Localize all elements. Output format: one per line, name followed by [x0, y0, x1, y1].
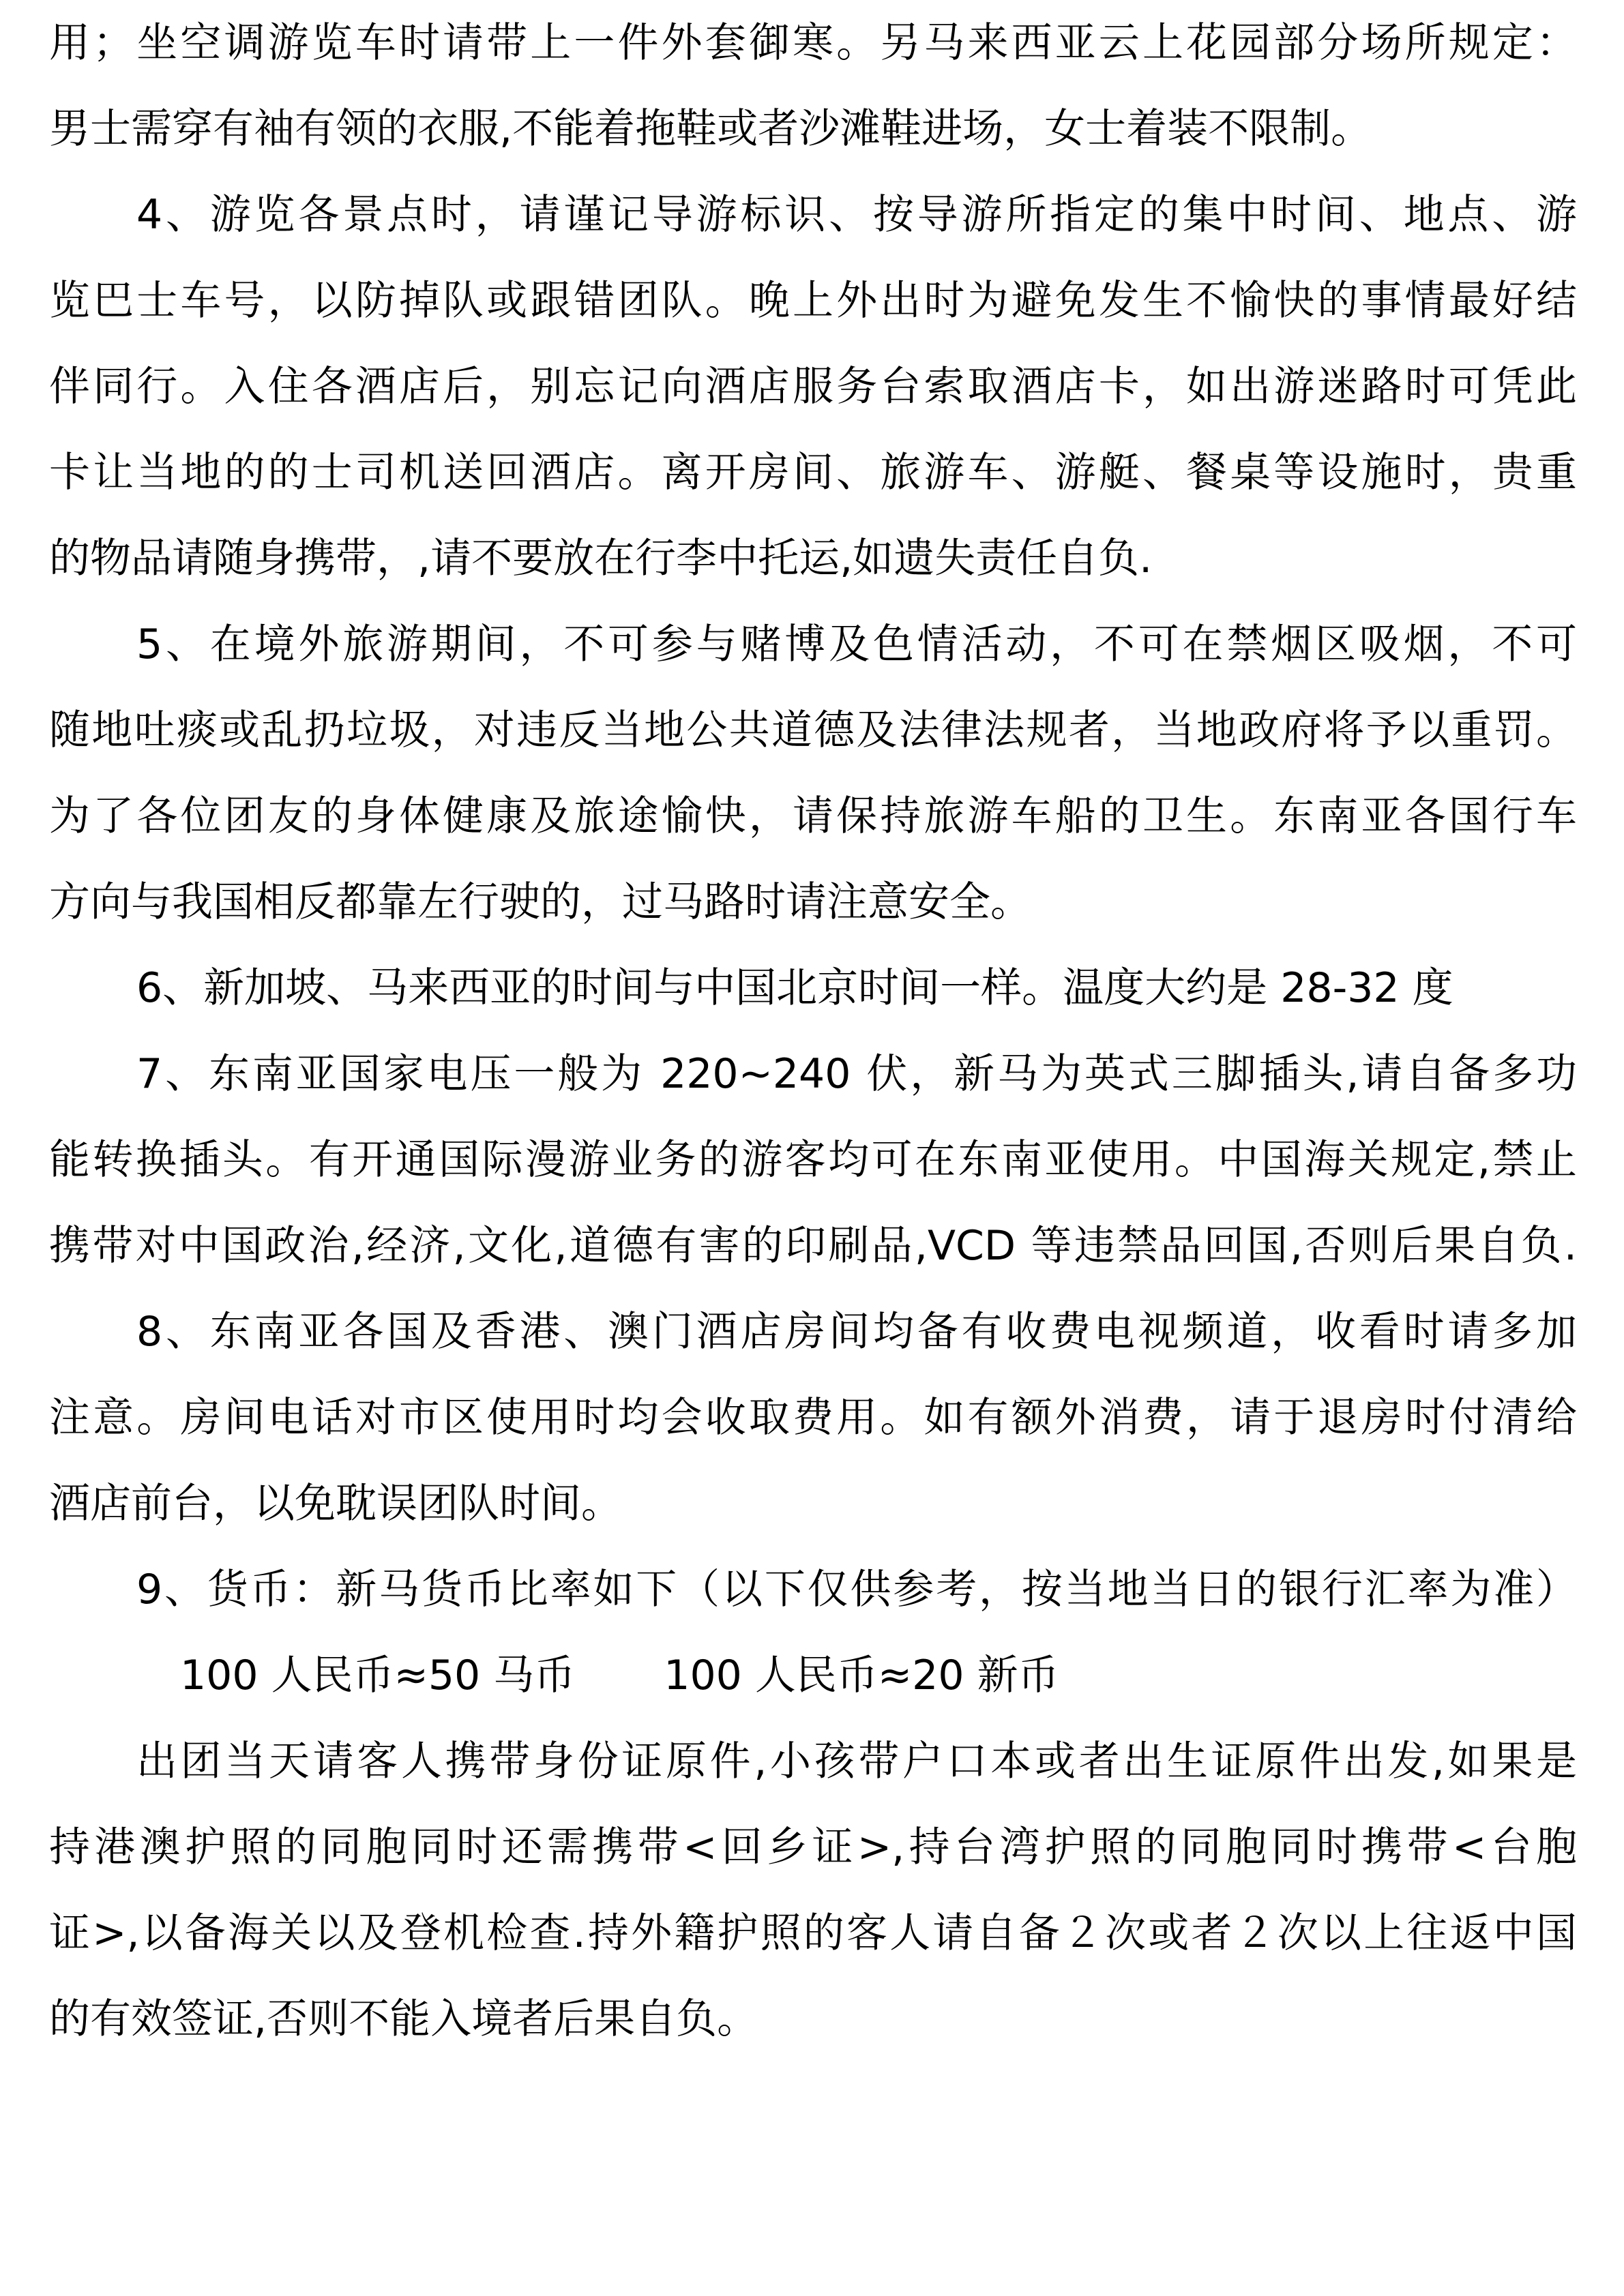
- document-page: [49, 0, 1577, 2062]
- text-line: 览巴士车号，以防掉队或跟错团队。晚上外出时为避免发生不愉快的事情最好结: [49, 277, 1577, 325]
- text-line: 的有效签证,否则不能入境者后果自负。: [49, 1995, 758, 2043]
- text-line: 9、货币：新马货币比率如下（以下仅供参考，按当地当日的银行汇率为准）: [136, 1566, 1577, 1613]
- text-line: 出团当天请客人携带身份证原件,小孩带户口本或者出生证原件出发,如果是: [136, 1738, 1577, 1785]
- text-line: 的物品请随身携带，,请不要放在行李中托运,如遗失责任自负.: [49, 535, 1153, 582]
- text-line: 携带对中国政治,经济,文化,道德有害的印刷品,VCD 等违禁品回国,否则后果自负.: [49, 1222, 1577, 1270]
- text-line: 伴同行。入住各酒店后，别忘记向酒店服务台索取酒店卡，如出游迷路时可凭此: [49, 363, 1577, 411]
- text-line: 注意。房间电话对市区使用时均会收取费用。如有额外消费，请于退房时付清给: [49, 1394, 1577, 1442]
- exchange-rates-line: [49, 1632, 1577, 1718]
- text-line: 卡让当地的的士司机送回酒店。离开房间、旅游车、游艇、餐桌等设施时，贵重: [49, 449, 1577, 496]
- text-line: 能转换插头。有开通国际漫游业务的游客均可在东南亚使用。中国海关规定,禁止: [49, 1136, 1577, 1184]
- rate-sgd: 100 人民币≈20 新币: [664, 1652, 1059, 1699]
- paragraph-8: [49, 1289, 1577, 1547]
- text-line: 6、新加坡、马来西亚的时间与中国北京时间一样。温度大约是 28-32 度: [136, 964, 1453, 1012]
- text-line: 证>,以备海关以及登机检查.持外籍护照的客人请自备２次或者２次以上往返中国: [49, 1909, 1577, 1957]
- text-line: 为了各位团友的身体健康及旅途愉快，请保持旅游车船的卫生。东南亚各国行车: [49, 792, 1577, 840]
- paragraph-4: [49, 172, 1577, 601]
- text-line: 持港澳护照的同胞同时还需携带<回乡证>,持台湾护照的同胞同时携带<台胞: [49, 1823, 1577, 1871]
- text-line: 男士需穿有袖有领的衣服,不能着拖鞋或者沙滩鞋进场，女士着装不限制。: [49, 105, 1372, 153]
- text-line: 8、东南亚各国及香港、澳门酒店房间均备有收费电视频道，收看时请多加: [136, 1308, 1577, 1356]
- paragraph-3-continued: [49, 0, 1577, 172]
- text-line: 4、游览各景点时，请谨记导游标识、按导游所指定的集中时间、地点、游: [136, 191, 1577, 239]
- paragraph-7: [49, 1031, 1577, 1289]
- paragraph-9: [49, 1547, 1577, 1718]
- rate-myr: 100 人民币≈50 马币: [180, 1652, 576, 1699]
- text-line: 方向与我国相反都靠左行驶的，过马路时请注意安全。: [49, 878, 1031, 926]
- text-line: 5、在境外旅游期间，不可参与赌博及色情活动，不可在禁烟区吸烟，不可: [136, 621, 1577, 668]
- text-line: 酒店前台，以免耽误团队时间。: [49, 1480, 622, 1527]
- text-line: 7、东南亚国家电压一般为 220~240 伏，新马为英式三脚插头,请自备多功: [136, 1050, 1577, 1098]
- paragraph-6: [49, 945, 1577, 1031]
- paragraph-10: [49, 1718, 1577, 2062]
- text-line: 随地吐痰或乱扔垃圾，对违反当地公共道德及法律法规者，当地政府将予以重罚。: [49, 706, 1577, 754]
- paragraph-5: [49, 601, 1577, 945]
- text-line: 用；坐空调游览车时请带上一件外套御寒。另马来西亚云上花园部分场所规定：: [49, 19, 1577, 67]
